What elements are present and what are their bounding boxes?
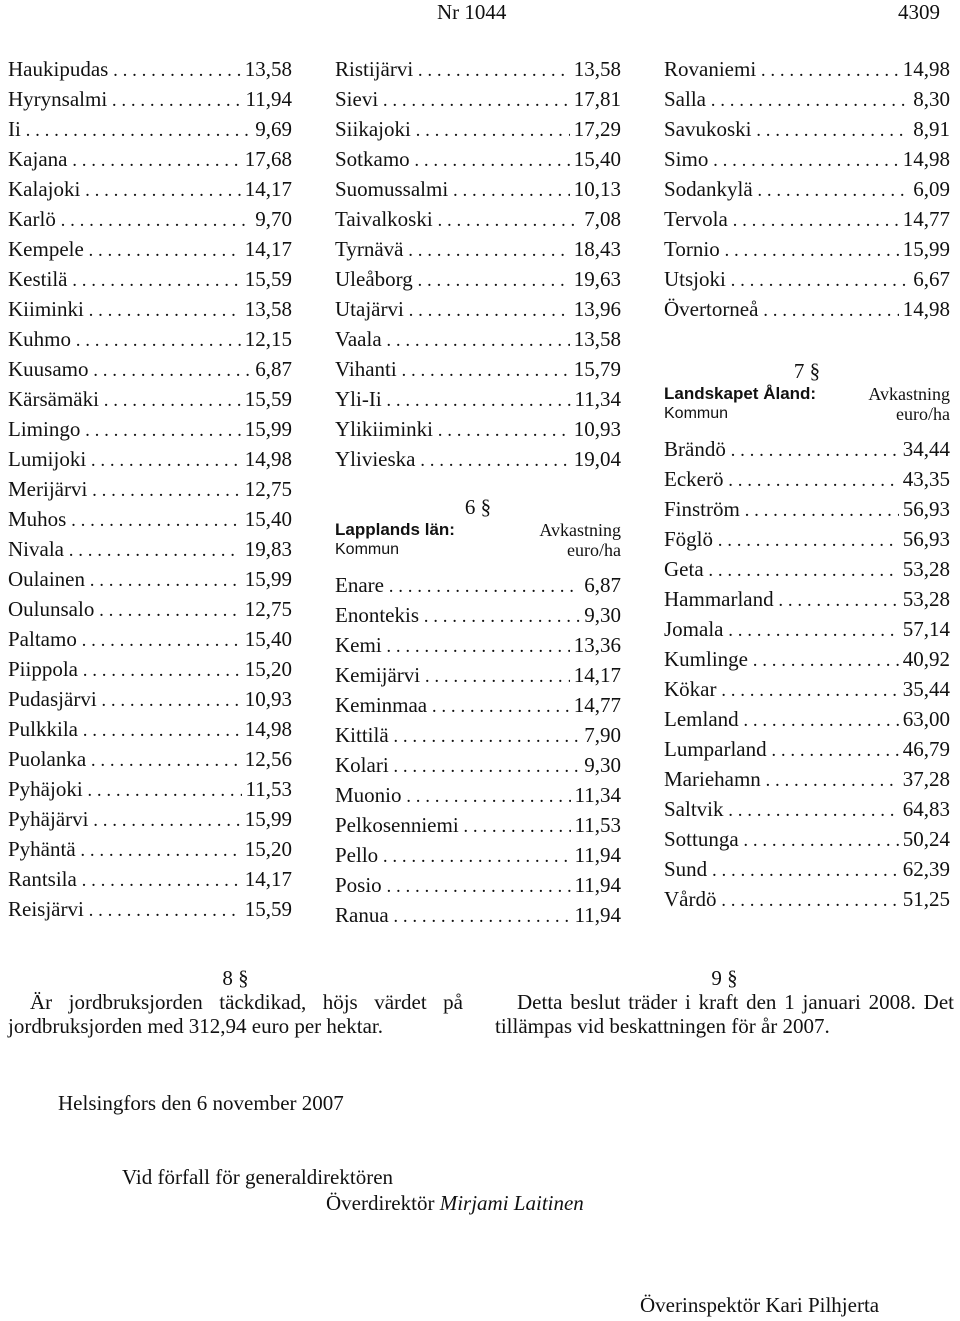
municipality-name: Vårdö . . . — [664, 884, 899, 914]
section-9-number: 9 § — [711, 966, 738, 990]
municipality-name: Pudasjärvi . . . — [8, 684, 241, 714]
yield-value: 64,83 — [902, 797, 950, 821]
yield-value: 14,17 — [573, 663, 621, 687]
yield-value: 6,09 — [913, 177, 950, 201]
section-6-number: 6 § — [464, 495, 492, 519]
yield-value: 8,91 — [913, 117, 950, 141]
municipality-row — [335, 264, 621, 294]
municipality-name: Utsjoki . . . — [664, 264, 909, 294]
municipality-column-1 — [8, 54, 292, 924]
municipality-name: Pulkkila . . . — [8, 714, 241, 744]
municipality-name: Sotkamo . . . — [335, 144, 570, 174]
municipality-name: Sund . . . — [664, 854, 899, 884]
municipality-name: Tyrnävä . . . — [335, 234, 570, 264]
yield-value: 14,77 — [902, 207, 950, 231]
section-7-kommun-label: Kommun — [664, 405, 729, 422]
yield-value: 14,17 — [244, 177, 292, 201]
municipality-name: Kumlinge . . . — [664, 644, 899, 674]
yield-value: 15,40 — [244, 627, 292, 651]
yield-value: 17,81 — [573, 87, 621, 111]
section-6-heading — [335, 494, 621, 560]
municipality-row — [664, 884, 950, 914]
municipality-name: Enontekis . . . — [335, 600, 580, 630]
yield-value: 19,04 — [573, 447, 621, 471]
municipality-name: Siikajoki . . . — [335, 114, 570, 144]
yield-value: 15,20 — [244, 837, 292, 861]
municipality-row — [664, 524, 950, 554]
municipality-name: Kuhmo . . . — [8, 324, 241, 354]
municipality-row — [335, 354, 621, 384]
municipality-name: Merijärvi . . . — [8, 474, 241, 504]
yield-value: 11,94 — [574, 873, 621, 897]
municipality-column-3 — [664, 54, 950, 914]
section-7-number: 7 § — [793, 359, 821, 383]
yield-value: 6,87 — [584, 573, 621, 597]
municipality-row — [8, 744, 292, 774]
municipality-row — [8, 894, 292, 924]
municipality-row — [664, 114, 950, 144]
municipality-row — [664, 234, 950, 264]
municipality-name: Rantsila . . . — [8, 864, 241, 894]
municipality-row — [664, 264, 950, 294]
municipality-row — [335, 324, 621, 354]
municipality-name: Utajärvi . . . — [335, 294, 570, 324]
municipality-row — [664, 734, 950, 764]
municipality-row — [335, 810, 621, 840]
yield-value: 62,39 — [902, 857, 950, 881]
section-7-column-head: Avkastning — [868, 384, 950, 404]
municipality-column-2 — [335, 54, 621, 930]
section-9 — [495, 966, 954, 1038]
municipality-row — [8, 324, 292, 354]
municipality-name: Ylikiiminki . . . — [335, 414, 570, 444]
yield-value: 14,98 — [244, 447, 292, 471]
municipality-row — [335, 660, 621, 690]
municipality-name: Yli-Ii . . . — [335, 384, 571, 414]
municipality-name: Muhos . . . — [8, 504, 241, 534]
municipality-row — [335, 900, 621, 930]
municipality-name: Pyhäntä . . . — [8, 834, 241, 864]
municipality-name: Pyhäjärvi . . . — [8, 804, 241, 834]
municipality-name: Oulunsalo . . . — [8, 594, 241, 624]
municipality-row — [8, 264, 292, 294]
document-number: Nr 1044 — [437, 0, 507, 24]
director-name: Mirjami Laitinen — [439, 1191, 584, 1215]
municipality-name: Piippola . . . — [8, 654, 241, 684]
municipality-name: Eckerö . . . — [664, 464, 899, 494]
yield-value: 10,93 — [573, 417, 621, 441]
yield-value: 11,53 — [245, 777, 292, 801]
municipality-row — [8, 564, 292, 594]
section-6-column-head: Avkastning — [539, 520, 621, 540]
municipality-row — [8, 174, 292, 204]
yield-value: 56,93 — [902, 527, 950, 551]
municipality-row — [335, 384, 621, 414]
municipality-name: Hyrynsalmi . . . — [8, 84, 242, 114]
lappland-list — [335, 570, 621, 930]
yield-value: 15,20 — [244, 657, 292, 681]
municipality-row — [335, 144, 621, 174]
municipality-name: Ii . . . — [8, 114, 251, 144]
municipality-row — [335, 870, 621, 900]
municipality-row — [335, 780, 621, 810]
municipality-name: Savukoski . . . — [664, 114, 909, 144]
municipality-row — [664, 494, 950, 524]
yield-value: 51,25 — [902, 887, 950, 911]
municipality-row — [664, 674, 950, 704]
municipality-name: Kalajoki . . . — [8, 174, 241, 204]
municipality-row — [664, 764, 950, 794]
municipality-name: Tervola . . . — [664, 204, 899, 234]
municipality-row — [664, 704, 950, 734]
municipality-name: Hammarland . . . — [664, 584, 899, 614]
yield-value: 15,59 — [244, 387, 292, 411]
yield-value: 14,77 — [573, 693, 621, 717]
municipality-row — [335, 234, 621, 264]
inspector-signature: Överinspektör Kari Pilhjerta — [640, 1293, 880, 1317]
municipality-name: Oulainen . . . — [8, 564, 241, 594]
yield-value: 56,93 — [902, 497, 950, 521]
municipality-name: Puolanka . . . — [8, 744, 241, 774]
municipality-row — [335, 294, 621, 324]
yield-value: 6,67 — [913, 267, 950, 291]
municipality-row — [8, 114, 292, 144]
municipality-name: Uleåborg . . . — [335, 264, 570, 294]
yield-value: 13,36 — [573, 633, 621, 657]
municipality-row — [664, 54, 950, 84]
municipality-name: Taivalkoski . . . — [335, 204, 580, 234]
oulu-list-continued — [335, 54, 621, 474]
director-signature — [326, 1190, 584, 1216]
municipality-name: Enare . . . — [335, 570, 580, 600]
municipality-name: Vaala . . . — [335, 324, 570, 354]
municipality-name: Geta . . . — [664, 554, 899, 584]
municipality-name: Kittilä . . . — [335, 720, 580, 750]
municipality-row — [8, 414, 292, 444]
municipality-row — [335, 630, 621, 660]
municipality-row — [335, 54, 621, 84]
place-and-date: Helsingfors den 6 november 2007 — [58, 1091, 344, 1115]
municipality-name: Mariehamn . . . — [664, 764, 899, 794]
municipality-name: Ylivieska . . . — [335, 444, 570, 474]
municipality-row — [8, 234, 292, 264]
yield-value: 34,44 — [902, 437, 950, 461]
municipality-name: Kempele . . . — [8, 234, 241, 264]
municipality-name: Karlö . . . — [8, 204, 251, 234]
director-title: Överdirektör — [326, 1191, 435, 1215]
municipality-name: Limingo . . . — [8, 414, 241, 444]
municipality-row — [664, 644, 950, 674]
yield-value: 11,53 — [574, 813, 621, 837]
yield-value: 43,35 — [902, 467, 950, 491]
lappland-list-continued — [664, 54, 950, 324]
yield-value: 35,44 — [902, 677, 950, 701]
municipality-row — [664, 854, 950, 884]
yield-value: 17,68 — [244, 147, 292, 171]
municipality-row — [8, 204, 292, 234]
municipality-row — [8, 864, 292, 894]
municipality-row — [335, 174, 621, 204]
yield-value: 15,99 — [902, 237, 950, 261]
yield-value: 11,94 — [574, 903, 621, 927]
municipality-name: Nivala . . . — [8, 534, 241, 564]
yield-value: 7,90 — [584, 723, 621, 747]
municipality-row — [8, 354, 292, 384]
yield-value: 17,29 — [573, 117, 621, 141]
municipality-row — [335, 204, 621, 234]
yield-value: 12,75 — [244, 477, 292, 501]
municipality-row — [664, 614, 950, 644]
municipality-row — [664, 584, 950, 614]
municipality-row — [8, 144, 292, 174]
yield-value: 46,79 — [902, 737, 950, 761]
municipality-row — [8, 294, 292, 324]
municipality-row — [335, 840, 621, 870]
yield-value: 9,70 — [255, 207, 292, 231]
section-7-region-label: Landskapet Åland: — [664, 384, 817, 403]
municipality-row — [8, 834, 292, 864]
municipality-name: Kärsämäki . . . — [8, 384, 241, 414]
municipality-row — [664, 464, 950, 494]
municipality-name: Saltvik . . . — [664, 794, 899, 824]
yield-value: 63,00 — [902, 707, 950, 731]
municipality-row — [335, 690, 621, 720]
yield-value: 12,15 — [244, 327, 292, 351]
section-8-text: Är jordbruksjorden täckdikad, höjs värdet på jordbruksjorden med 312,94 euro per hektar. — [8, 990, 463, 1038]
municipality-name: Ristijärvi . . . — [335, 54, 570, 84]
municipality-row — [664, 174, 950, 204]
municipality-name: Kolari . . . — [335, 750, 580, 780]
yield-value: 13,96 — [573, 297, 621, 321]
municipality-name: Övertorneå . . . — [664, 294, 899, 324]
municipality-row — [664, 554, 950, 584]
municipality-name: Kuusamo . . . — [8, 354, 251, 384]
yield-value: 11,34 — [574, 783, 621, 807]
municipality-name: Kajana . . . — [8, 144, 241, 174]
yield-value: 19,63 — [573, 267, 621, 291]
yield-value: 15,99 — [244, 807, 292, 831]
municipality-name: Föglö . . . — [664, 524, 899, 554]
municipality-row — [664, 294, 950, 324]
section-6-unit-label: euro/ha — [567, 540, 621, 560]
yield-value: 14,98 — [902, 147, 950, 171]
municipality-row — [8, 684, 292, 714]
yield-value: 10,13 — [573, 177, 621, 201]
yield-value: 53,28 — [902, 587, 950, 611]
municipality-row — [664, 144, 950, 174]
municipality-row — [8, 84, 292, 114]
yield-value: 50,24 — [902, 827, 950, 851]
municipality-row — [8, 384, 292, 414]
municipality-name: Muonio . . . — [335, 780, 571, 810]
yield-value: 37,28 — [902, 767, 950, 791]
municipality-name: Kiiminki . . . — [8, 294, 241, 324]
municipality-row — [8, 474, 292, 504]
yield-value: 13,58 — [244, 57, 292, 81]
municipality-row — [664, 824, 950, 854]
municipality-row — [8, 594, 292, 624]
municipality-name: Kökar . . . — [664, 674, 899, 704]
municipality-name: Jomala . . . — [664, 614, 899, 644]
municipality-row — [335, 600, 621, 630]
municipality-name: Posio . . . — [335, 870, 571, 900]
municipality-row — [8, 54, 292, 84]
page-number: 4309 — [898, 0, 940, 24]
municipality-row — [335, 570, 621, 600]
yield-value: 13,58 — [573, 57, 621, 81]
municipality-row — [8, 624, 292, 654]
municipality-name: Kemijärvi . . . — [335, 660, 570, 690]
section-7-heading — [664, 358, 950, 424]
yield-value: 12,75 — [244, 597, 292, 621]
yield-value: 14,98 — [902, 57, 950, 81]
yield-value: 14,17 — [244, 237, 292, 261]
municipality-name: Suomussalmi . . . — [335, 174, 570, 204]
municipality-name: Rovaniemi . . . — [664, 54, 899, 84]
yield-value: 11,34 — [574, 387, 621, 411]
section-8 — [8, 966, 463, 1038]
yield-value: 15,99 — [244, 417, 292, 441]
yield-value: 53,28 — [902, 557, 950, 581]
municipality-row — [335, 84, 621, 114]
on-behalf-line: Vid förfall för generaldirektören — [122, 1165, 394, 1189]
municipality-name: Pyhäjoki . . . — [8, 774, 242, 804]
municipality-row — [8, 504, 292, 534]
municipality-row — [335, 444, 621, 474]
municipality-row — [335, 720, 621, 750]
municipality-name: Keminmaa . . . — [335, 690, 570, 720]
municipality-name: Brändö . . . — [664, 434, 899, 464]
yield-value: 40,92 — [902, 647, 950, 671]
municipality-row — [335, 750, 621, 780]
municipality-row — [8, 444, 292, 474]
yield-value: 13,58 — [244, 297, 292, 321]
section-8-number: 8 § — [222, 966, 249, 990]
yield-value: 6,87 — [255, 357, 292, 381]
yield-value: 15,59 — [244, 897, 292, 921]
municipality-row — [335, 414, 621, 444]
yield-value: 15,40 — [244, 507, 292, 531]
municipality-row — [8, 654, 292, 684]
yield-value: 9,69 — [255, 117, 292, 141]
municipality-name: Pello . . . — [335, 840, 571, 870]
municipality-name: Paltamo . . . — [8, 624, 241, 654]
municipality-row — [8, 774, 292, 804]
municipality-name: Lumijoki . . . — [8, 444, 241, 474]
municipality-name: Ranua . . . — [335, 900, 571, 930]
yield-value: 14,98 — [902, 297, 950, 321]
municipality-name: Haukipudas . . . — [8, 54, 241, 84]
municipality-row — [335, 114, 621, 144]
yield-value: 14,98 — [244, 717, 292, 741]
municipality-row — [8, 714, 292, 744]
yield-value: 15,79 — [573, 357, 621, 381]
yield-value: 18,43 — [573, 237, 621, 261]
yield-value: 11,94 — [574, 843, 621, 867]
yield-value: 13,58 — [573, 327, 621, 351]
municipality-name: Sottunga . . . — [664, 824, 899, 854]
section-7-unit-label: euro/ha — [896, 404, 950, 424]
municipality-name: Sodankylä . . . — [664, 174, 909, 204]
yield-value: 57,14 — [902, 617, 950, 641]
yield-value: 15,40 — [573, 147, 621, 171]
yield-value: 9,30 — [584, 753, 621, 777]
municipality-name: Finström . . . — [664, 494, 899, 524]
yield-value: 8,30 — [913, 87, 950, 111]
section-9-text: Detta beslut träder i kraft den 1 januari 2008. Det tillämpas vid beskattningen för år 2007. — [495, 990, 954, 1038]
municipality-row — [664, 84, 950, 114]
municipality-row — [8, 534, 292, 564]
municipality-row — [664, 794, 950, 824]
yield-value: 10,93 — [244, 687, 292, 711]
municipality-name: Kestilä . . . — [8, 264, 241, 294]
yield-value: 11,94 — [245, 87, 292, 111]
municipality-name: Vihanti . . . — [335, 354, 570, 384]
section-6-kommun-label: Kommun — [335, 541, 400, 558]
municipality-name: Kemi . . . — [335, 630, 570, 660]
municipality-name: Tornio . . . — [664, 234, 899, 264]
municipality-name: Simo . . . — [664, 144, 899, 174]
municipality-name: Lumparland . . . — [664, 734, 899, 764]
municipality-row — [664, 204, 950, 234]
yield-value: 9,30 — [584, 603, 621, 627]
municipality-name: Lemland . . . — [664, 704, 899, 734]
yield-value: 15,59 — [244, 267, 292, 291]
yield-value: 14,17 — [244, 867, 292, 891]
municipality-name: Sievi . . . — [335, 84, 570, 114]
yield-value: 19,83 — [244, 537, 292, 561]
section-6-region-label: Lapplands län: — [335, 520, 455, 539]
municipality-row — [8, 804, 292, 834]
yield-value: 15,99 — [244, 567, 292, 591]
municipality-name: Reisjärvi . . . — [8, 894, 241, 924]
municipality-name: Pelkosenniemi . . . — [335, 810, 571, 840]
yield-value: 12,56 — [244, 747, 292, 771]
municipality-row — [664, 434, 950, 464]
yield-value: 7,08 — [584, 207, 621, 231]
aland-list — [664, 434, 950, 914]
municipality-name: Salla . . . — [664, 84, 909, 114]
